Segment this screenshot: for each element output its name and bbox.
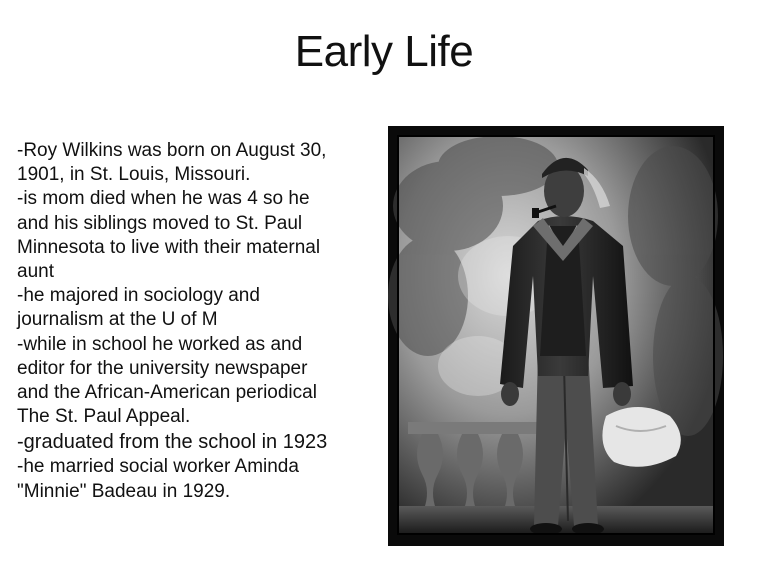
text-line: -he married social worker Aminda: [17, 456, 299, 478]
text-line: -he majored in sociology and: [17, 285, 260, 307]
text-line: -graduated from the school in 1923: [17, 431, 328, 454]
text-line: and the African-American periodical: [17, 382, 317, 404]
text-line: aunt: [17, 261, 54, 283]
text-line: journalism at the U of M: [17, 309, 218, 331]
text-line: -is mom died when he was 4 so he: [17, 188, 310, 210]
text-line: The St. Paul Appeal.: [17, 406, 191, 428]
slide-title: Early Life: [294, 27, 474, 76]
text-line: editor for the university newspaper: [17, 357, 308, 379]
text-line: -while in school he worked as and: [17, 333, 303, 355]
text-line: and his siblings moved to St. Paul: [17, 212, 303, 234]
text-line: 1901, in St. Louis, Missouri.: [17, 164, 251, 186]
text-line: "Minnie" Badeau in 1929.: [17, 480, 231, 502]
text-line: Minnesota to live with their maternal: [17, 236, 321, 258]
text-line: -Roy Wilkins was born on August 30,: [17, 140, 327, 161]
portrait-illustration: [388, 126, 724, 546]
biography-text: [17, 139, 389, 504]
vintage-portrait-photo: [388, 126, 724, 546]
